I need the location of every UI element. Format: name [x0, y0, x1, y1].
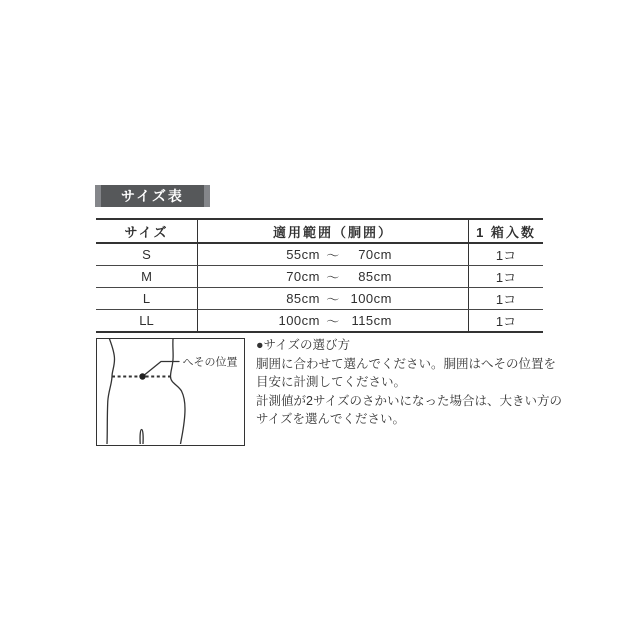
inner-leg-line	[140, 430, 143, 445]
table-row-s	[96, 244, 543, 265]
size-value: L	[96, 288, 198, 309]
guide-line: 胴囲に合わせて選んでください。胴囲はへその位置を	[256, 356, 557, 371]
range-from: 85cm	[286, 291, 320, 306]
range-from: 55cm	[286, 247, 320, 262]
waist-measurement-diagram	[96, 338, 245, 446]
range-from: 100cm	[278, 313, 320, 328]
size-table-title	[95, 185, 210, 207]
qty-value: 1コ	[495, 292, 517, 307]
range-from: 70cm	[286, 269, 320, 284]
guide-line: 計測値が2サイズのさかいになった場合は、大きい方の	[256, 393, 562, 408]
header-cell-qty: 1 箱入数	[476, 224, 536, 240]
table-row-ll	[96, 309, 543, 331]
range-to: 70cm	[358, 247, 392, 262]
table-header-row	[96, 220, 543, 244]
range-tilde: ～	[326, 292, 340, 307]
torso-right-outline	[171, 339, 186, 444]
qty-value: 1コ	[495, 314, 517, 329]
range-tilde: ～	[326, 314, 340, 329]
navel-dot	[139, 373, 145, 379]
size-value: LL	[96, 310, 198, 331]
range-value	[198, 244, 469, 265]
qty-value: 1コ	[495, 270, 517, 285]
guide-heading: ●サイズの選び方	[256, 338, 351, 352]
range-tilde: ～	[326, 270, 340, 285]
range-value	[198, 266, 469, 287]
range-tilde: ～	[326, 248, 340, 263]
qty-value: 1コ	[495, 248, 517, 263]
header-cell-range: 適用範囲（胴囲）	[198, 220, 469, 242]
torso-figure	[97, 339, 243, 444]
pointer-line	[143, 362, 180, 377]
range-to: 85cm	[358, 269, 392, 284]
header-cell-size: サイズ	[96, 220, 198, 242]
guide-line: サイズを選んでください。	[256, 412, 406, 426]
size-value: M	[96, 266, 198, 287]
range-value	[198, 310, 469, 331]
range-to: 115cm	[351, 313, 392, 328]
table-row-m	[96, 265, 543, 287]
size-value: S	[96, 244, 198, 265]
size-table-title-label: サイズ表	[121, 188, 184, 204]
navel-label: へその位置	[182, 356, 238, 369]
table-row-l	[96, 287, 543, 309]
range-to: 100cm	[350, 291, 392, 306]
torso-left-outline	[107, 339, 115, 444]
guide-line: 目安に計測してください。	[256, 375, 407, 389]
size-selection-guide	[256, 336, 562, 429]
size-table	[96, 218, 543, 333]
range-value	[198, 288, 469, 309]
